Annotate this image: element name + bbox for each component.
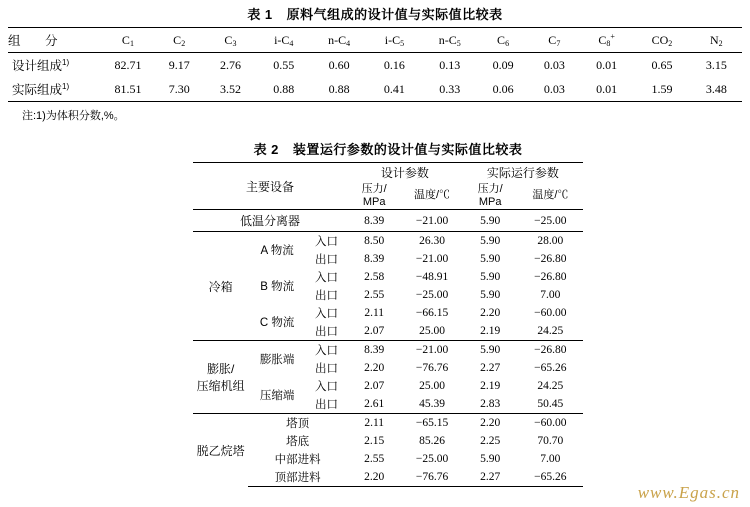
table1-col-component: 组 分	[8, 28, 102, 53]
table2-caption	[193, 139, 583, 158]
table1-cell: 0.13	[439, 57, 461, 72]
table1-col-nc4: $n-C_4$	[311, 28, 366, 53]
table2-io-label: 入口	[306, 232, 347, 251]
table2-cell: −65.15	[401, 414, 462, 433]
table2-cell: −25.00	[415, 453, 449, 466]
table2-cell: 2.25	[480, 435, 501, 448]
table2-cell: 24.25	[537, 380, 564, 393]
table2-cell: 8.39	[347, 341, 401, 360]
table2-cell: 2.11	[347, 414, 401, 433]
table2-io-label: 出口	[314, 326, 338, 339]
table1-cell: 0.88	[256, 77, 311, 102]
table2-cell: 2.27	[463, 468, 518, 487]
table2-cell: 8.39	[364, 253, 385, 266]
table2-cell: 2.07	[364, 325, 385, 338]
table2-cell: −66.15	[415, 307, 449, 320]
table1-row1-label	[8, 77, 102, 102]
table-row	[193, 377, 583, 395]
table1-col-n2: $N_2$	[691, 28, 742, 53]
table2-cell: 2.55	[364, 453, 385, 466]
table1-cell: 9.17	[168, 57, 190, 72]
table2-cell: −60.00	[534, 307, 567, 320]
table2-cell: 2.20	[347, 468, 401, 487]
table2-cell: 2.19	[480, 380, 501, 393]
table1-cell: 81.51	[102, 77, 153, 102]
table2-cell: −26.80	[534, 271, 567, 284]
table2-cell: −21.00	[401, 210, 462, 232]
table2-cell: 8.39	[347, 210, 401, 232]
table1-col-ic5: $i-C_5$	[367, 28, 422, 53]
table2-io-label: 出口	[314, 254, 338, 267]
table2-actual-pressure-label: 压力/	[477, 183, 503, 195]
table2	[193, 162, 583, 487]
table2-device-label: 冷箱	[193, 232, 248, 341]
table2-col-actual-pressure	[463, 182, 518, 210]
table2-cell: 25.00	[419, 325, 445, 338]
table1-col-c2: $C_2$	[154, 28, 205, 53]
table2-cell: 5.90	[480, 453, 501, 466]
table1-cell: 1.59	[633, 77, 690, 102]
table-row	[193, 268, 583, 286]
table2-cell: −25.00	[415, 289, 449, 302]
table-row	[193, 414, 583, 433]
table1-caption-text: 原料气组成的设计值与实际值比较表	[286, 7, 503, 22]
table2-cell: 2.61	[364, 398, 385, 411]
table-row	[193, 432, 583, 450]
table1-cell: 7.30	[154, 77, 205, 102]
table2-group-design: 设计参数	[347, 163, 463, 183]
table1-col-c6: $C_6$	[477, 28, 528, 53]
table2-cell: 2.20	[364, 362, 385, 375]
table1-cell: 2.76	[219, 57, 241, 72]
table2-block	[193, 139, 583, 487]
table2-device-label: 低温分离器	[193, 210, 347, 232]
table1-cell: 0.33	[422, 77, 477, 102]
table1-cell: 0.16	[383, 57, 405, 72]
table2-cell: 5.90	[463, 210, 518, 232]
table2-cell: 24.25	[537, 325, 564, 338]
table-row	[193, 232, 583, 251]
table1-header-row	[8, 28, 742, 53]
table1-col-co2: $CO_2$	[633, 28, 690, 53]
table-row	[193, 450, 583, 468]
table2-cell: 2.27	[480, 362, 501, 375]
table1-cell: 0.01	[596, 57, 618, 72]
table2-design-pressure-unit: MPa	[362, 195, 386, 208]
table2-col-actual-temperature: 温度/℃	[518, 182, 583, 210]
table1-cell: 0.55	[273, 57, 295, 72]
table1-cell: 0.01	[580, 77, 633, 102]
table2-cell: 2.58	[364, 271, 385, 284]
table1-cell: 0.06	[477, 77, 528, 102]
table1-cell: 0.03	[529, 77, 580, 102]
table1-cell: 3.52	[205, 77, 256, 102]
table1-caption	[8, 4, 742, 23]
table2-stream-label: B 物流	[260, 281, 295, 294]
table2-cell: −65.26	[534, 362, 567, 375]
table1-col-ic4: $i-C_4$	[256, 28, 311, 53]
table2-io-label: 入口	[314, 272, 338, 285]
table2-cell: 8.50	[347, 232, 401, 251]
table1-row0-label-sup: 1)	[62, 58, 70, 67]
table2-cell: −76.76	[401, 468, 462, 487]
table2-io-label: 入口	[306, 341, 347, 360]
table-row	[193, 468, 583, 487]
table2-cell: 2.07	[364, 380, 385, 393]
table2-cell: 28.00	[518, 232, 583, 251]
table2-stream-label: 压缩端	[259, 390, 295, 403]
table1-col-c1: $C_1$	[102, 28, 153, 53]
table2-stream-label: 塔顶	[248, 414, 347, 433]
table2-cell: −21.00	[401, 341, 462, 360]
table-row	[8, 77, 742, 102]
table1-cell: 0.09	[492, 57, 514, 72]
watermark: www.Egas.cn	[637, 483, 740, 502]
table2-cell: 7.00	[540, 289, 561, 302]
table2-stream-label: C 物流	[259, 317, 295, 330]
table1-row1-label-sup: 1)	[62, 82, 70, 91]
table2-cell: 25.00	[419, 380, 445, 393]
table2-stream-label: 中部进料	[274, 454, 321, 467]
table1	[8, 27, 742, 102]
table1-cell: 0.03	[543, 57, 565, 72]
table2-cell: 5.90	[463, 232, 518, 251]
table2-cell: −26.80	[518, 341, 583, 360]
table2-caption-text: 装置运行参数的设计值与实际值比较表	[292, 142, 523, 157]
table2-caption-number: 表 2	[253, 142, 279, 157]
table2-cell: 2.15	[364, 435, 385, 448]
table2-cell: 5.90	[480, 289, 501, 302]
table1-caption-number: 表 1	[247, 7, 273, 22]
table2-io-label: 出口	[314, 399, 338, 412]
table2-cell: 2.11	[364, 307, 385, 320]
table2-io-label: 入口	[314, 308, 338, 321]
table1-block	[8, 4, 742, 123]
table1-cell: 3.15	[705, 57, 727, 72]
table1-cell: 0.60	[328, 57, 350, 72]
table2-cell: −48.91	[415, 271, 449, 284]
table2-cell: −26.80	[534, 253, 567, 266]
table1-row0-label-text: 设计组成	[12, 59, 63, 73]
table1-row0-label	[8, 53, 102, 78]
table1-cell: 0.88	[311, 77, 366, 102]
table2-cell: −25.00	[518, 210, 583, 232]
table2-cell: 85.26	[419, 435, 445, 448]
table2-io-label: 入口	[314, 381, 338, 394]
table2-stream-label: 塔底	[286, 436, 310, 449]
table2-cell: 2.20	[463, 414, 518, 433]
table2-device-line2: 压缩机组	[196, 379, 245, 394]
table2-design-pressure-label: 压力/	[361, 183, 387, 195]
table2-stream-label: A 物流	[248, 232, 306, 269]
table2-device-line1: 膨胀/	[206, 362, 235, 377]
table1-col-c8plus: $C_8^+$	[580, 28, 633, 53]
table-row	[193, 304, 583, 322]
table2-actual-pressure-unit: MPa	[478, 195, 502, 208]
table2-cell: −60.00	[518, 414, 583, 433]
table2-col-design-pressure	[347, 182, 401, 210]
table2-cell: 26.30	[401, 232, 462, 251]
table2-stream-label: 膨胀端	[248, 341, 306, 378]
table2-cell: −21.00	[415, 253, 449, 266]
table2-col-device: 主要设备	[193, 163, 347, 210]
table2-cell: 5.90	[480, 253, 501, 266]
table2-cell: 5.90	[480, 271, 501, 284]
table2-io-label: 出口	[314, 290, 338, 303]
table1-cell: 3.48	[691, 77, 742, 102]
table2-cell: −76.76	[415, 362, 449, 375]
table1-col-nc5: $n-C_5$	[422, 28, 477, 53]
table2-stream-label: 顶部进料	[248, 468, 347, 487]
table2-device-label	[193, 341, 248, 414]
table2-group-actual: 实际运行参数	[463, 163, 583, 183]
table2-io-label: 出口	[314, 363, 338, 376]
table2-cell: 2.83	[480, 398, 501, 411]
table-row	[193, 341, 583, 360]
table1-row1-label-text: 实际组成	[12, 83, 63, 97]
table2-cell: 7.00	[540, 453, 561, 466]
table2-header-group-row	[193, 163, 583, 183]
table2-device-label: 脱乙烷塔	[193, 414, 248, 487]
table-row	[193, 210, 583, 232]
table1-col-c3: $C_3$	[205, 28, 256, 53]
table2-cell: −65.26	[518, 468, 583, 487]
table2-cell: 45.39	[419, 398, 445, 411]
table-row	[8, 53, 742, 78]
table1-cell: 0.65	[651, 57, 673, 72]
table2-cell: 2.19	[480, 325, 501, 338]
table2-cell: 5.90	[463, 341, 518, 360]
table2-cell: 2.55	[364, 289, 385, 302]
table2-col-design-temperature: 温度/℃	[401, 182, 462, 210]
table1-cell: 82.71	[114, 57, 142, 72]
table1-cell: 0.41	[367, 77, 422, 102]
table1-note: 注:1)为体积分数,%。	[22, 110, 125, 122]
table2-cell: 50.45	[537, 398, 564, 411]
table2-cell: 70.70	[537, 435, 564, 448]
table2-cell: 2.20	[480, 307, 501, 320]
table1-col-c7: $C_7$	[529, 28, 580, 53]
